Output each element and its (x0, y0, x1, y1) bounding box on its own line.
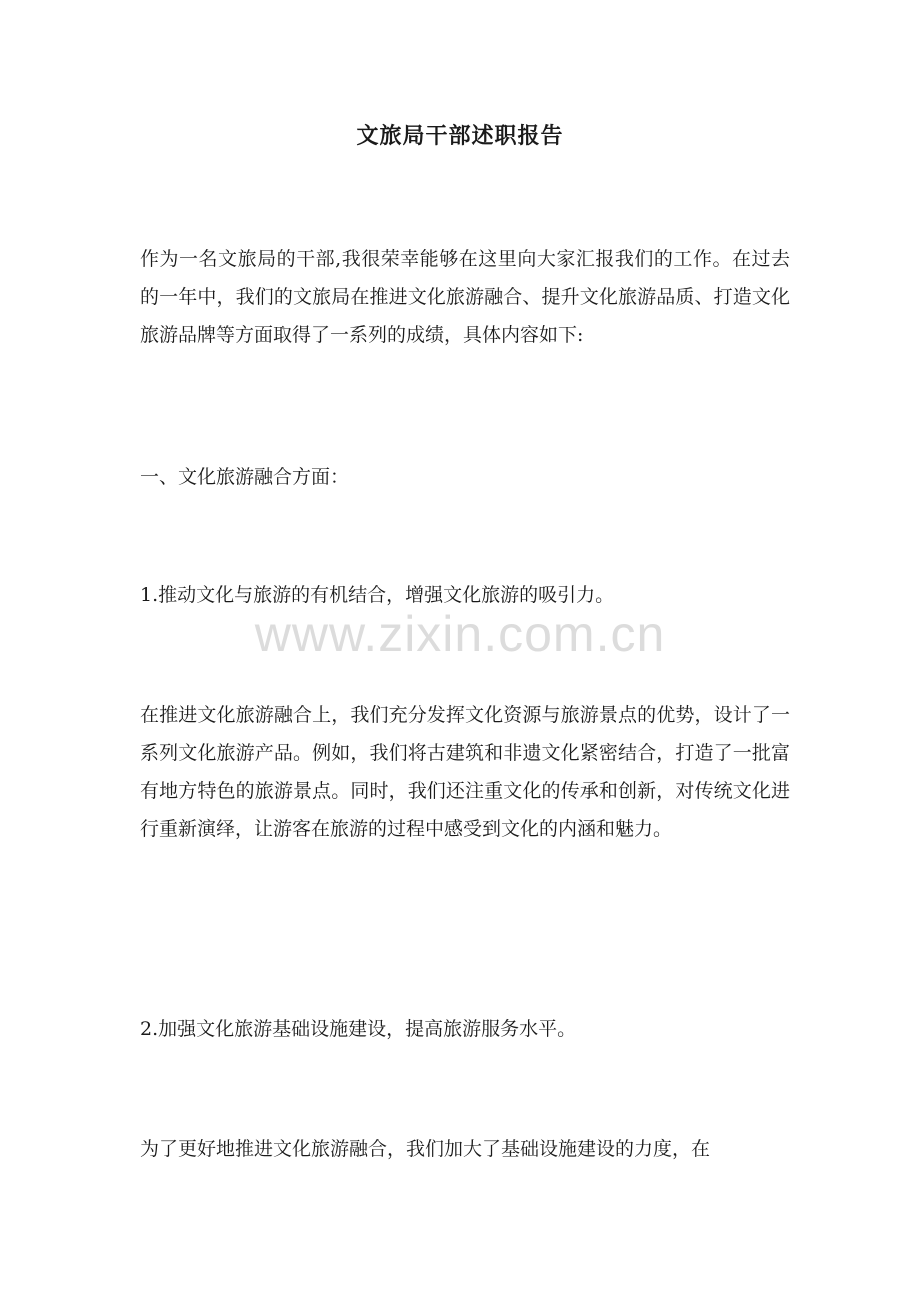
intro-paragraph: 作为一名文旅局的干部,我很荣幸能够在这里向大家汇报我们的工作。在过去的一年中，我们的文旅局在推进文化旅游融合、提升文化旅游品质、打造文化旅游品牌等方面取得了一系列的成绩，具体内容如下: (140, 248, 790, 346)
item-heading-1: 1.推动文化与旅游的有机结合，增强文化旅游的吸引力。 (140, 584, 615, 606)
section-heading-1: 一、文化旅游融合方面： (140, 466, 350, 488)
item-body-2: 为了更好地推进文化旅游融合，我们加大了基础设施建设的力度，在 (140, 1138, 711, 1160)
document-title: 文旅局干部述职报告 (356, 123, 564, 149)
item-body-1: 在推进文化旅游融合上，我们充分发挥文化资源与旅游景点的优势，设计了一系列文化旅游产品。例如，我们将古建筑和非遗文化紧密结合，打造了一批富有地方特色的旅游景点。同时，我们还注重文化的传承和创新，对传统文化进行重新演绎，让游客在旅游的过程中感受到文化的内涵和魅力。 (140, 704, 790, 840)
item-heading-2: 2.加强文化旅游基础设施建设，提高旅游服务水平。 (140, 1018, 577, 1040)
watermark: www.zixin.com.cn (254, 606, 666, 662)
